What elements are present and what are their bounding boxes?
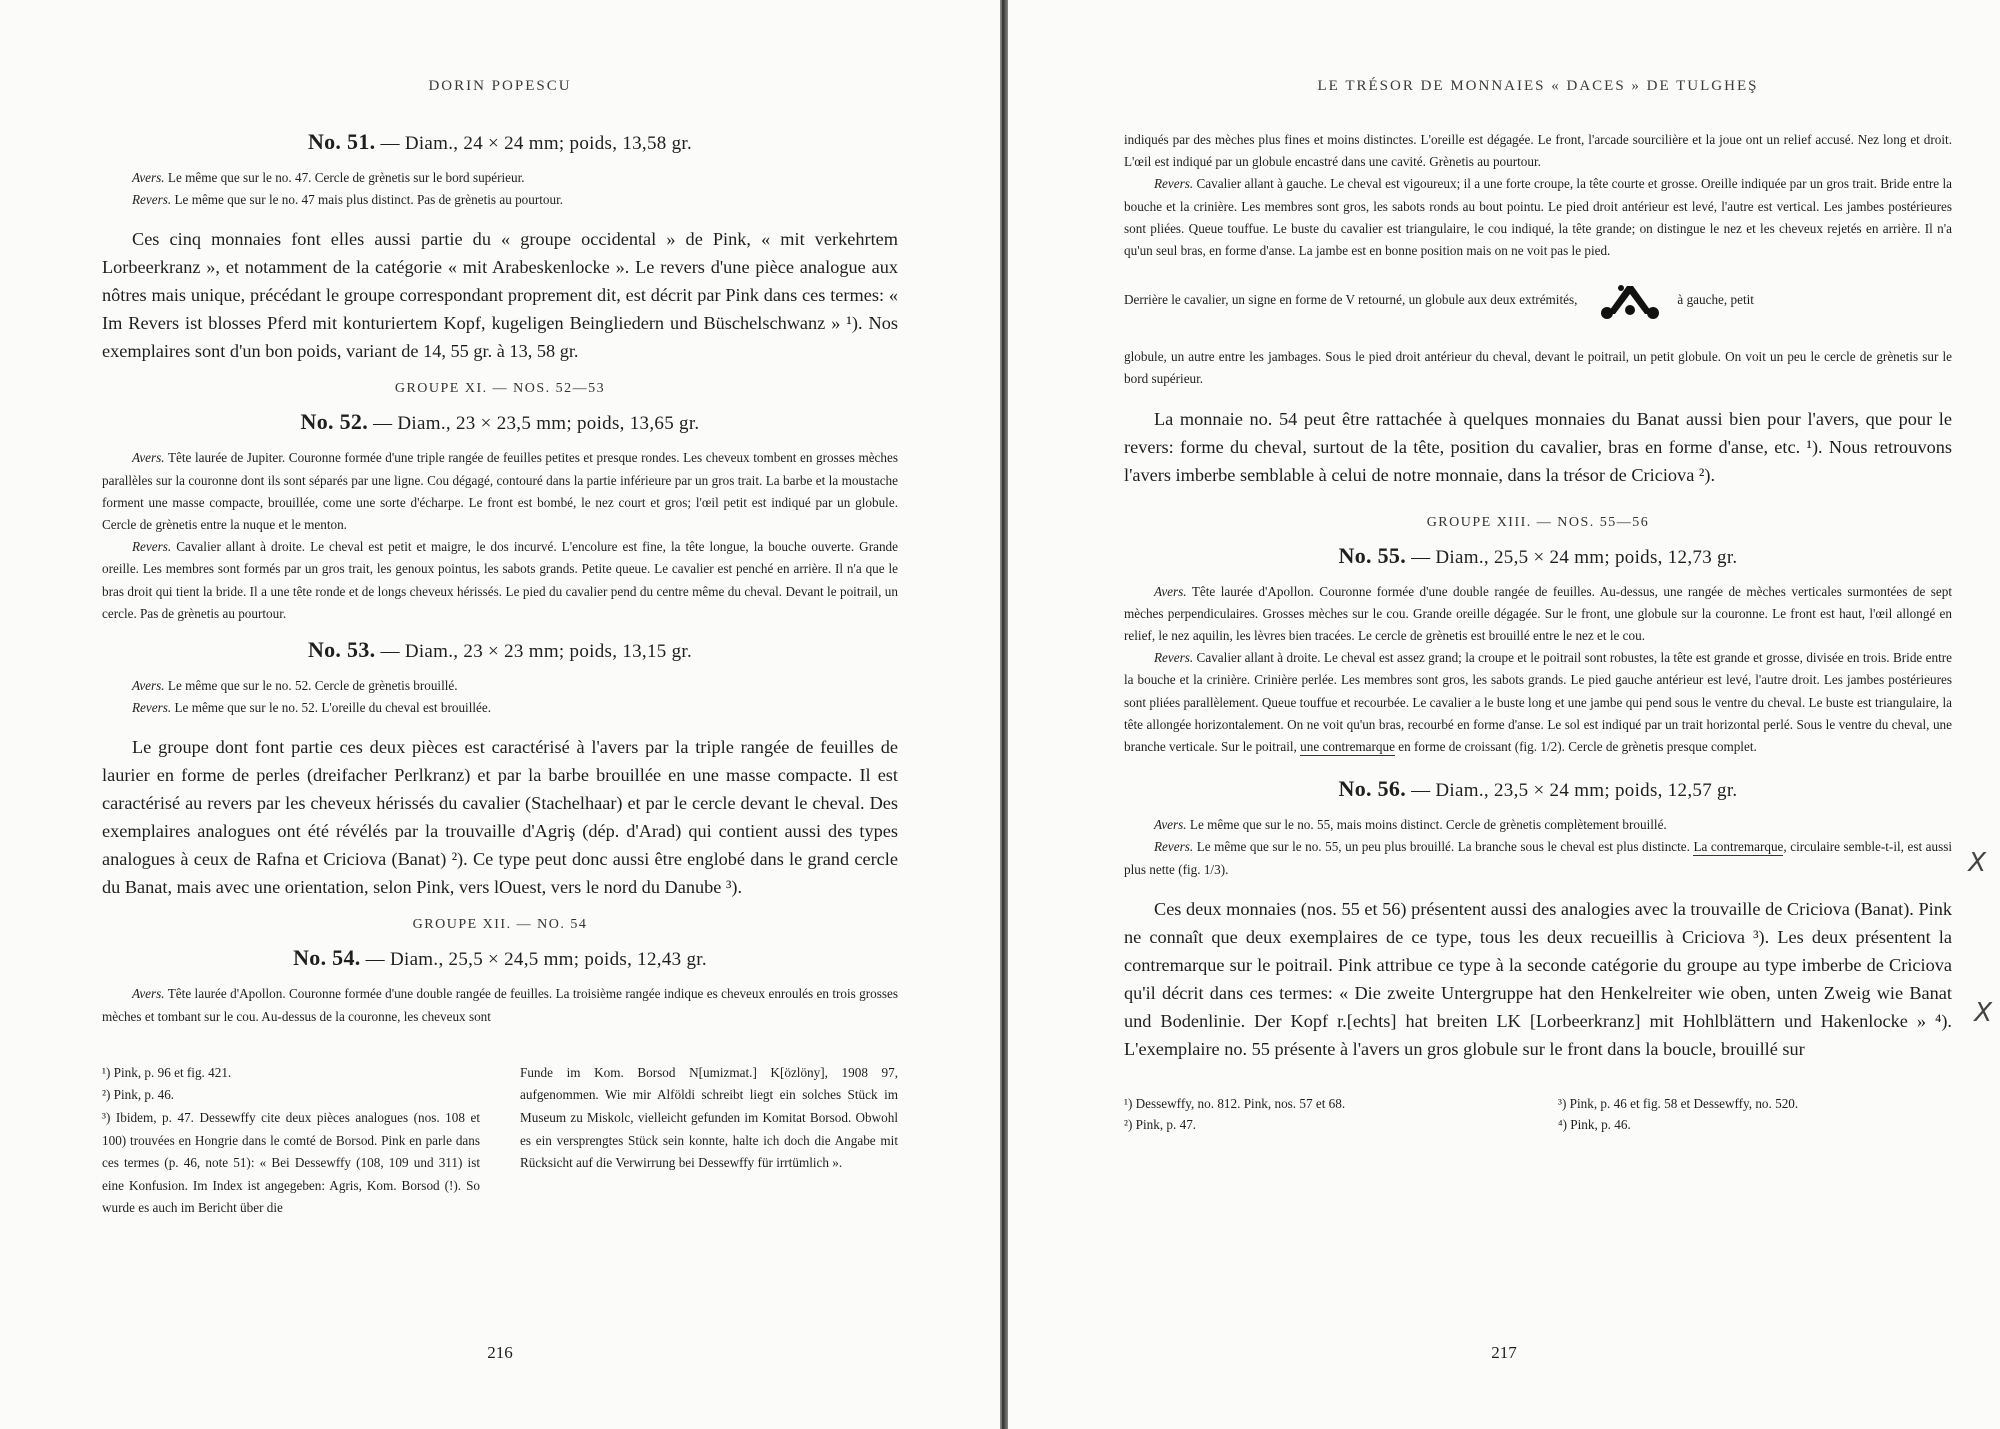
right-page — [1008, 0, 2000, 1429]
coin-55-heading: No. 55. — Diam., 25,5 × 24 mm; poids, 12,73 gr. — [1338, 542, 1738, 568]
coin-53-revers: Revers. Le même que sur le no. 52. L'oreille du cheval est brouillée. — [132, 700, 492, 716]
coin-52-avers: Avers. Tête laurée de Jupiter. Couronne formée d'une triple rangée de feuilles petites et presque rondes. Les cheveux tombent en grosses mèches parallèles sur la couronne dont ils sont séparés par une ligne. Cou dégagé, contouré dans la partie inférieure par un gros trait. La barbe et la moustache forment une masse compacte, brouillée, come une sorte d'écharpe. Le front est bombé, le nez court et gros; l'œil petit est indiqué par un globule. Cercle de grènetis entre la nuque et le menton. — [102, 450, 898, 533]
running-head-right: LE TRÉSOR DE MONNAIES « DACES » DE TULGHEŞ — [1317, 78, 1759, 94]
footnote-continued: Funde im Kom. Borsod N[umizmat.] K[özlöny], 1908 97, aufgenommen. Wie mir Alföldi schreibt liegt ein solches Stück im Museum zu Miskolc, vielleicht gefunden im Komitat Borsod. Obwohl es ein versprengtes Stück sein konnte, halte ich doch die Angabe mit Rücksicht auf die Verwirrung bei Dessewffy für irrtümlich ». — [520, 1064, 898, 1171]
footnotes-column-1 — [102, 1062, 480, 1220]
coin-55-revers: Revers. Cavalier allant à droite. Le cheval est assez grand; la croupe et le poitrail sont robustes, la tête est grande et grosse, divisée en trois. Bride entre la bouche et la crinière. Crinière perlée. Les membres sont gros, les sabots grands. Le pied gauche antérieur est levé, l'autre droit. Les jambes postérieures sont pliées parallèlement. Queue touffue et recourbée. Le cavalier a le buste long et une jambe qui pend sous le ventre du cheval. Le buste est triangulaire, la tête allongée horizontalement. On ne voit qu'un bras, recourbé en forme d'anse. Le sol est indiqué par un trait horizontal perlé. Sous le ventre du cheval, une branche verticale. Sur le poitrail, une contremarque en forme de croissant (fig. 1/2). Cercle de grènetis presque complet. — [1124, 650, 1952, 755]
coin-54-avers-continued: indiqués par des mèches plus fines et moins distinctes. L'oreille est dégagée. Le front, l'arcade sourcilière et la joue ont un relief accusé. Nez long et droit. L'œil est indiqué par un globule encastré dans une cavité. Grènetis au pourtour. — [1124, 132, 1952, 170]
handwritten-margin-mark: X — [1974, 998, 1992, 1028]
paragraph-groupe-caracteristique: Le groupe dont font partie ces deux pièces est caractérisé à l'avers par la triple rangée de feuilles de laurier en forme de perles (dreifacher Perlkranz) et par la barbe brouillée en une masse compacte. Il est caractérisé au revers par les cheveux hérissés du cavalier (Stachelhaar) et par le cercle devant le cheval. Des exemplaires analogues ont été révélés par la trouvaille d'Agriş (dép. d'Arad) qui contient aussi des types analogues à ceux de Rafna et Criciova (Banat) ²). Ce type peut donc aussi être englobé dans le grand cercle du Banat, mais avec une orientation, selon Pink, vers lOuest, vers le nord du Danube ³). — [102, 737, 898, 898]
footnote: ¹) Dessewffy, no. 812. Pink, nos. 57 et 68. — [1124, 1095, 1346, 1111]
coin-52-revers: Revers. Cavalier allant à droite. Le cheval est petit et maigre, le dos incurvé. L'encolure est fine, la tête longue, la bouche ouverte. Grande oreille. Les membres sont formés par un gros trait, les genoux pointus, les sabots grands. Petite queue. Le cavalier est penché en arrière. Il n'a que le bras droit qui tient la bride. Il a une tête ronde et de longs cheveux hérissés. Le pied du cavalier pend du centre même du cheval. Devant le poitrail, un cercle. Pas de grènetis au pourtour. — [102, 539, 898, 621]
coin-53-heading: No. 53. — Diam., 23 × 23 mm; poids, 13,15 gr. — [307, 637, 693, 663]
sign-description-line: Derrière le cavalier, un signe en forme de V retourné, un globule aux deux extrémités, à gauche, petit — [1124, 280, 1952, 320]
footnote: ²) Pink, p. 46. — [102, 1087, 175, 1103]
coin-number: No. 51. — [307, 129, 376, 154]
coin-51-revers: Revers. Le même que sur le no. 47 mais plus distinct. Pas de grènetis au pourtour. — [132, 192, 564, 208]
coin-54-revers: Revers. Cavalier allant à gauche. Le cheval est vigoureux; il a une forte croupe, la tête courte et grosse. Oreille indiquée par un gros trait. Bride entre la bouche et la crinière. Les membres sont gros, les sabots ronds au bout pointu. Le pied droit antérieur est levé, l'autre est vertical. Les jambes postérieures sont pliées. Queue touffue. Le buste du cavalier est triangulaire, le cou indiqué, la tête grande; on distingue le nez et les cheveux rejetés en arrière. Il n'a qu'un seul bras, en forme d'anse. La jambe est en bonne position mais on ne voit pas le pied. — [1124, 176, 1952, 259]
coin-52-heading: No. 52. — Diam., 23 × 23,5 mm; poids, 13,65 gr. — [300, 409, 700, 435]
footnotes-right — [1124, 1093, 1952, 1135]
footnote: ³) Ibidem, p. 47. Dessewffy cite deux pièces analogues (nos. 108 et 100) trouvées en Hongrie dans le comté de Borsod. Pink en parle dans ces termes (p. 46, note 51): « Bei Dessewffy (108, 109 und 311) ist eine Konfusion. Im Index ist angegeben: Agris, Kom. Borsod (!). So wurde es auch im Bericht über die — [102, 1110, 480, 1216]
footnotes-left — [102, 1062, 898, 1220]
coin-53-avers: Avers. Le même que sur le no. 52. Cercle de grènetis brouillé. — [132, 678, 458, 694]
coin-54-heading: No. 54. — Diam., 25,5 × 24,5 mm; poids, 12,43 gr. — [293, 945, 707, 971]
paragraph-monnaie-54: La monnaie no. 54 peut être rattachée à quelques monnaies du Banat aussi bien pour l'avers, que pour le revers: forme du cheval, surtout de la tête, position du cavalier, bras en forme d'anse, etc. ¹). Nous retrouvons l'avers imberbe semblable à celui de notre monnaie, dans la trésor de Criciova ²). — [1124, 408, 1952, 485]
group-xii-heading: GROUPE XII. — NO. 54 — [412, 917, 588, 933]
footnote: ²) Pink, p. 47. — [1124, 1116, 1197, 1132]
footnote: ¹) Pink, p. 96 et fig. 421. — [102, 1064, 232, 1080]
footnotes-column-2 — [520, 1062, 898, 1220]
handwritten-underline: La contremarque — [1693, 839, 1784, 855]
sign-description-continued: globule, un autre entre les jambages. Sous le pied droit antérieur du cheval, devant le poitrail, un petit globule. On voit un peu le cercle de grènetis sur le bord supérieur. — [1124, 349, 1952, 387]
coin-56-heading: No. 56. — Diam., 23,5 × 24 mm; poids, 12,57 gr. — [1338, 776, 1738, 802]
footnote: ⁴) Pink, p. 46. — [1558, 1116, 1631, 1132]
group-xi-heading: GROUPE XI. — NOS. 52—53 — [394, 381, 606, 397]
page-number-right: 217 — [1491, 1343, 1517, 1362]
coin-51-heading — [102, 129, 898, 155]
coin-51-avers: Avers. Le même que sur le no. 47. Cercle de grènetis sur le bord supérieur. — [132, 170, 525, 185]
coin-54-avers: Avers. Tête laurée d'Apollon. Couronne formée d'une double rangée de feuilles. La troisième rangée indique es cheveux enroulés en trois grosses mèches et tombant sur le cou. Au-dessus de la couronne, les cheveux sont — [102, 986, 898, 1024]
coin-55-avers: Avers. Tête laurée d'Apollon. Couronne formée d'une double rangée de feuilles. Au-dessus, une rangée de mèches verticales surmontées de sept mèches perpendiculaires. Grosses mèches sur le cou. Grande oreille dégagée. Sur le front, une globule sur la couronne. Le front est haut, l'œil allongé en relief, le nez aquilin, les lèvres bien tracées. Le cercle de grènetis est brouillé entre le nez et le cou. — [1124, 583, 1952, 644]
coin-spec: — Diam., 24 × 24 mm; poids, 13,58 gr. — [375, 133, 693, 154]
coin-56-avers: Avers. Le même que sur le no. 55, mais moins distinct. Cercle de grènetis complètement brouillé. — [1154, 817, 1667, 833]
handwritten-margin-mark: X — [1968, 848, 1986, 878]
paragraph-nos-55-56: Ces deux monnaies (nos. 55 et 56) présentent aussi des analogies avec la trouvaille de Criciova (Banat). Pink ne connaît que deux exemplaires de ce type, tous les deux recueillis à Criciova ³). Les deux présentent la contremarque sur le poitrail. Pink attribue ce type à la seconde catégorie du groupe au type imberbe de Criciova qu'il décrit dans ces termes: « Die zweite Untergruppe hat den Henkelreiter wie oben, unten Zweig wie Banat und Bodenlinie. Der Kopf r.[echts] hat breiten LK [Lorbeerkranz] mit Hohlblättern und Hakenlocke » ⁴). L'exemplaire no. 55 présente à l'avers un gros globule sur le front dans la boucle, brouillé sur — [1124, 898, 1952, 1059]
handwritten-underline: une contremarque — [1300, 739, 1395, 755]
coin-56-revers: Revers. Le même que sur le no. 55, un peu plus brouillé. La branche sous le cheval est plus distincte. La contremarque, circulaire semble-t-il, est aussi plus nette (fig. 1/3). — [1124, 839, 1953, 877]
footnote: ³) Pink, p. 46 et fig. 58 et Dessewffy, no. 520. — [1558, 1095, 1799, 1111]
page-number-left: 216 — [487, 1343, 513, 1362]
coin-sign-glyph-icon — [1597, 280, 1663, 320]
group-xiii-heading: GROUPE XIII. — NOS. 55—56 — [1426, 514, 1650, 530]
paragraph-groupe-occidental: Ces cinq monnaies font elles aussi partie du « groupe occidental » de Pink, « mit verkehrtem Lorbeerkranz », et notamment de la catégorie « mit Arabeskenlocke ». Le revers d'une pièce analogue aux nôtres mais unique, précédant le groupe correspondant proprement dit, est décrit par Pink dans ces termes: « Im Revers ist blosses Pferd mit konturiertem Kopf, kugeligen Beingliedern und Büschelschwanz » ¹). Nos exemplaires sont d'un bon poids, variant de 14, 55 gr. à 13, 58 gr. — [102, 229, 898, 362]
running-head-left: DORIN POPESCU — [428, 78, 572, 94]
